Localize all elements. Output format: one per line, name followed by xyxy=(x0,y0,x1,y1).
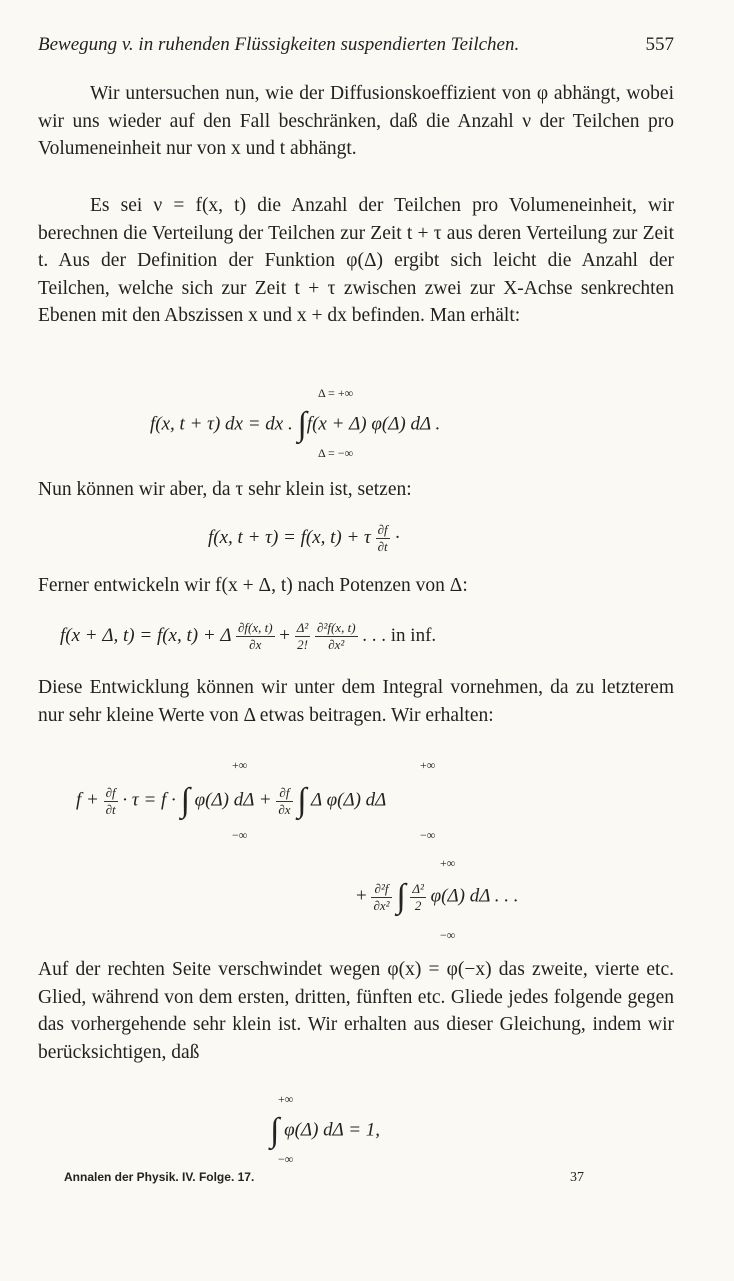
eq4-upper-limit-3: +∞ xyxy=(440,856,456,870)
eq3-fraction-3: $\frac{\text{∂²f(x, t)}}{\text{∂x²}}$ xyxy=(317,620,356,652)
equation-2: f(x, t + τ) = f(x, t) + τ $\frac{\partial f}{\partial t}$ · xyxy=(208,522,401,554)
paragraph-5: Diese Entwicklung können wir unter dem Integral vornehmen, da zu letzterem nur sehr kleine Werte von Δ etwas beitragen. Wir erhalten: xyxy=(38,677,674,726)
paragraph-6: Auf der rechten Seite verschwindet wegen φ(x) = φ(−x) das zweite, vierte etc. Glied, während von dem ersten, dritten, fünften etc. Gliede jedes folgende gegen das vorhergehende sehr klein ist. Wir erhalten aus dieser Gleichung, indem wir berücksichtigen, daß xyxy=(38,959,674,1063)
eq4-upper-limit-1: +∞ xyxy=(232,758,248,772)
eq4-lower-limit-2: −∞ xyxy=(420,828,436,842)
eq4-lower-limit-3: −∞ xyxy=(440,928,456,942)
integral-sign: ∫ xyxy=(396,878,406,915)
eq3-fraction-1: $\frac{\partial f(x, t)}{\partial x}$ xyxy=(237,620,273,652)
integral-sign: ∫ xyxy=(297,782,307,819)
eq4-line-1: f + $\frac{\partial f}{\partial t}$ · τ = f · ∫ φ(Δ) dΔ + $\frac{\partial f}{\partial x}$ ∫ Δ φ(Δ) dΔ xyxy=(76,782,387,819)
eq4-term3-inner-fraction: $\frac{\text{Δ²}}{2}$ xyxy=(412,880,424,913)
running-title: Bewegung v. in ruhenden Flüssigkeiten suspendierten Teilchen. xyxy=(38,34,520,55)
eq3-fraction-2: $\frac{\text{Δ²}}{2!}$ xyxy=(296,620,309,652)
equation-3: f(x + Δ, t) = f(x, t) + Δ $\frac{\partial f(x, t)}{\partial x}$ + $\frac{\text{Δ²}}{2!}$ $\frac{\text{∂²f(x, t)}}{\text{∂x²}}$ . . . in inf. xyxy=(60,620,437,652)
journal-citation: Annalen der Physik. IV. Folge. 17. xyxy=(64,1170,255,1184)
running-header xyxy=(38,34,674,56)
eq4-line-2: + $\frac{\text{∂²f}}{\text{∂x²}}$ ∫ $\frac{\text{Δ²}}{2}$ φ(Δ) dΔ . . . xyxy=(356,878,519,915)
eq4-lhs-fraction: $\frac{\partial f}{\partial t}$ xyxy=(105,784,116,817)
paragraph-3: Nun können wir aber, da τ sehr klein ist, setzen: xyxy=(38,479,412,500)
integral-sign: ∫ xyxy=(180,782,190,819)
eq5-lower-limit: −∞ xyxy=(278,1152,294,1166)
eq5-body: ∫ φ(Δ) dΔ = 1, xyxy=(270,1112,381,1149)
integral-sign: ∫ xyxy=(270,1112,280,1149)
eq1-upper-limit: Δ = +∞ xyxy=(318,386,354,400)
paragraph-1: Wir untersuchen nun, wie der Diffusionskoeffizient von φ abhängt, wobei wir uns wieder auf den Fall beschränken, daß die Anzahl ν der Teilchen pro Volumeneinheit nur von x und t abhängt. xyxy=(38,83,674,159)
eq4-upper-limit-2: +∞ xyxy=(420,758,436,772)
eq1-lower-limit: Δ = −∞ xyxy=(318,446,354,460)
integral-sign: ∫ xyxy=(297,406,307,443)
paragraph-2: Es sei ν = f(x, t) die Anzahl der Teilchen pro Volumeneinheit, wir berechnen die Verteilung der Teilchen zur Zeit t + τ aus deren Verteilung zur Zeit t. Aus der Definition der Funktion φ(Δ) ergibt sich leicht die Anzahl der Teilchen, welche sich zur Zeit t + τ zwischen zwei zur X-Achse senkrechten Ebenen mit den Abszissen x und x + dx befinden. Man erhält: xyxy=(38,195,674,326)
signature-mark: 37 xyxy=(570,1170,584,1185)
eq4-lower-limit-1: −∞ xyxy=(232,828,248,842)
eq4-term3-fraction: $\frac{\text{∂²f}}{\text{∂x²}}$ xyxy=(373,880,390,913)
eq4-term2-fraction: $\frac{\partial f}{\partial x}$ xyxy=(278,784,291,817)
eq2-fraction: $\frac{\partial f}{\partial t}$ xyxy=(377,522,388,554)
eq5-upper-limit: +∞ xyxy=(278,1092,294,1106)
page-footer xyxy=(64,1170,584,1184)
page-number: 557 xyxy=(645,34,674,55)
eq1-lhs: f(x, t + τ) dx = dx . ∫f(x + Δ) φ(Δ) dΔ . xyxy=(150,406,441,443)
paragraph-4: Ferner entwickeln wir f(x + Δ, t) nach Potenzen von Δ: xyxy=(38,575,468,596)
